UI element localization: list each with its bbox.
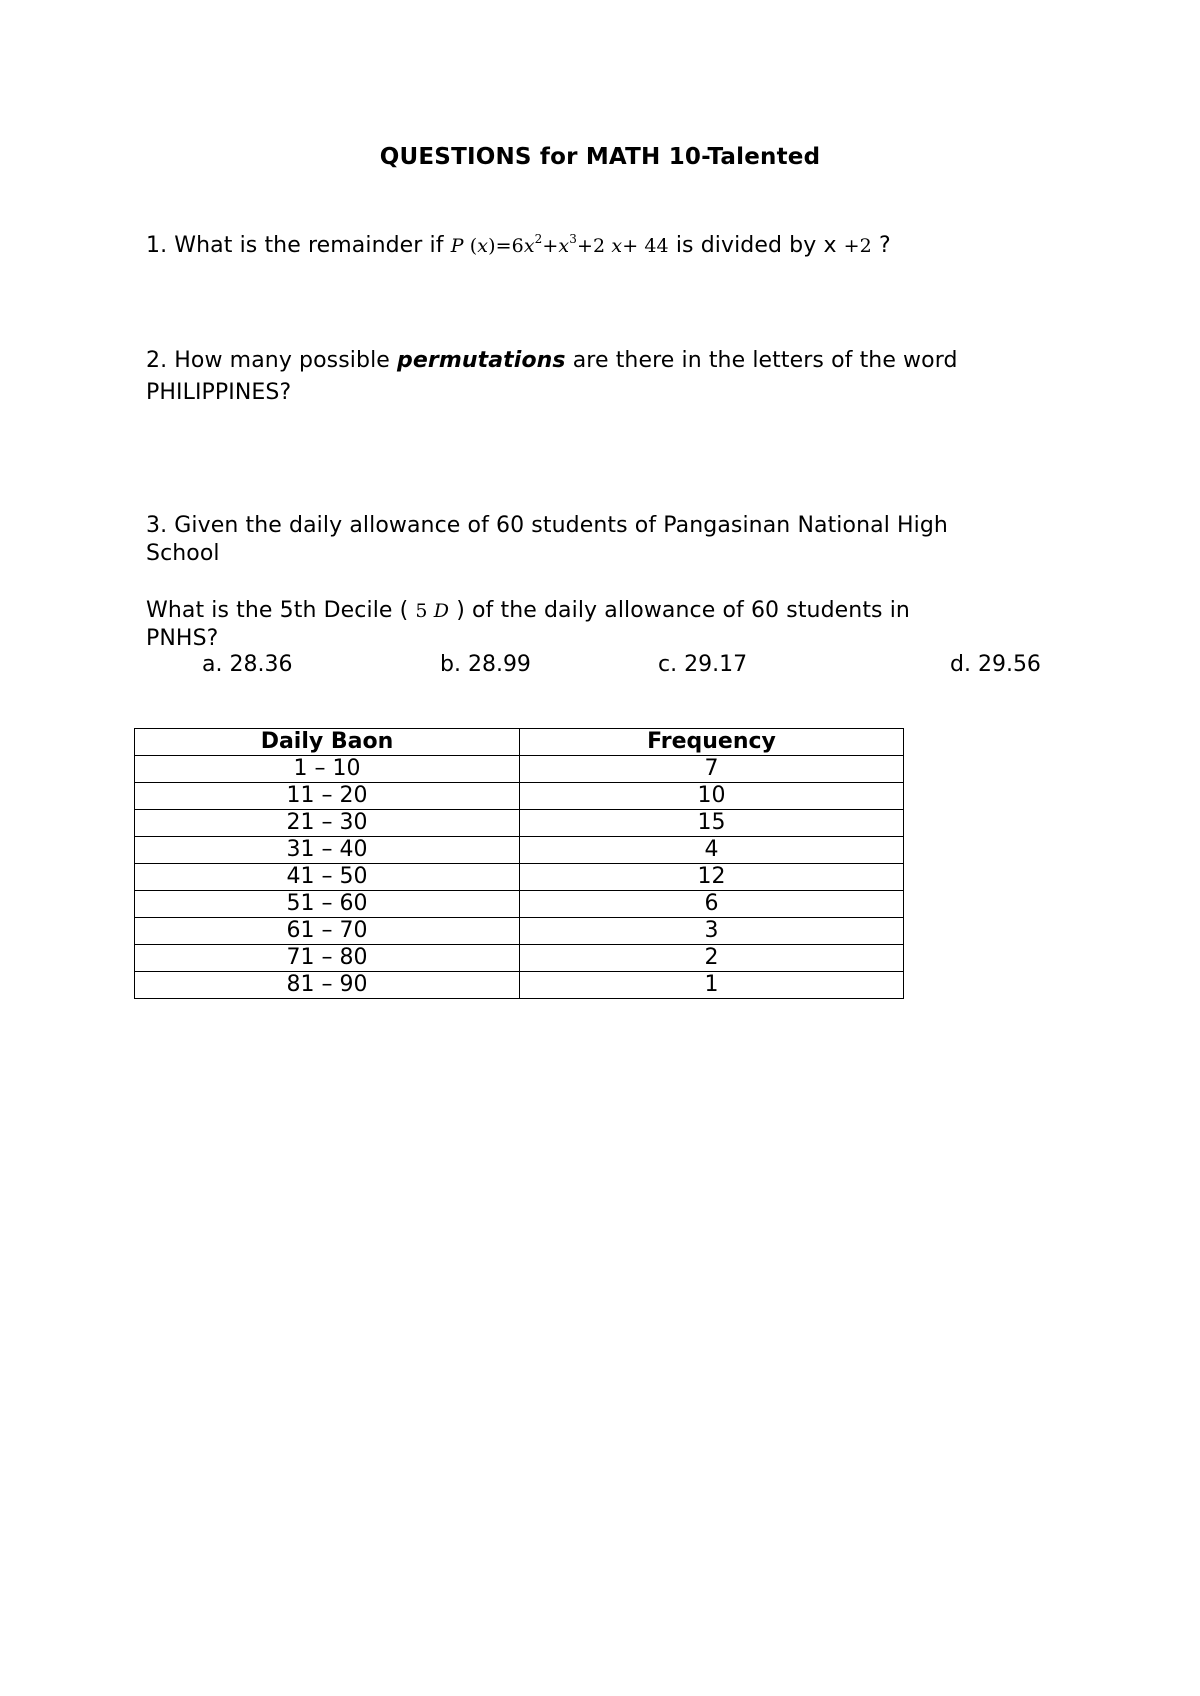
cell-frequency: 12 <box>520 864 904 891</box>
decile-symbol <box>415 600 449 622</box>
cell-frequency: 7 <box>520 756 904 783</box>
cell-frequency: 4 <box>520 837 904 864</box>
question-2 <box>146 347 958 375</box>
cell-frequency: 15 <box>520 810 904 837</box>
question-3-ask-suffix: ) of the daily allowance of 60 students in <box>449 598 910 623</box>
page-title: QUESTIONS for MATH 10-Talented <box>379 144 821 170</box>
header-frequency: Frequency <box>520 729 904 756</box>
cell-frequency: 3 <box>520 918 904 945</box>
question-2-suffix: are there in the letters of the word <box>565 348 958 373</box>
divisor-constant: +2 <box>843 235 872 257</box>
cell-daily-baon: 1 – 10 <box>135 756 520 783</box>
question-1 <box>146 232 891 260</box>
header-daily-baon: Daily Baon <box>135 729 520 756</box>
frequency-table <box>134 728 904 999</box>
question-3-line-1: 3. Given the daily allowance of 60 students of Pangasinan National High <box>146 513 948 538</box>
permutations-emphasis: permutations <box>397 348 566 373</box>
cell-daily-baon: 71 – 80 <box>135 945 520 972</box>
option-b: b. 28.99 <box>440 652 531 677</box>
cell-daily-baon: 81 – 90 <box>135 972 520 999</box>
cell-daily-baon: 31 – 40 <box>135 837 520 864</box>
table-row <box>135 891 904 918</box>
cell-frequency: 1 <box>520 972 904 999</box>
question-1-suffix: is divided by x <box>668 233 844 258</box>
cell-frequency: 2 <box>520 945 904 972</box>
option-a: a. 28.36 <box>202 652 293 677</box>
polynomial-expression: P $(x)=6x^2+x^3+2$ x+ 44 <box>450 232 669 257</box>
question-1-prefix: 1. What is the remainder if <box>146 233 451 258</box>
option-c: c. 29.17 <box>658 652 748 677</box>
cell-daily-baon: 51 – 60 <box>135 891 520 918</box>
question-3-line-2: School <box>146 541 220 566</box>
table-body <box>135 756 904 999</box>
question-3-ask <box>146 597 910 625</box>
cell-daily-baon: 21 – 30 <box>135 810 520 837</box>
cell-frequency: 6 <box>520 891 904 918</box>
question-3-ask-line-2: PNHS? <box>146 626 219 651</box>
question-2-prefix: 2. How many possible <box>146 348 398 373</box>
table-row <box>135 810 904 837</box>
table-row <box>135 837 904 864</box>
table-row <box>135 756 904 783</box>
cell-daily-baon: 41 – 50 <box>135 864 520 891</box>
question-3-ask-prefix: What is the 5th Decile ( <box>146 598 416 623</box>
table-row <box>135 918 904 945</box>
table-row <box>135 945 904 972</box>
table-header-row <box>135 729 904 756</box>
decile-variable: D <box>433 600 450 622</box>
option-d: d. 29.56 <box>950 652 1041 677</box>
decile-number: 5 <box>415 600 428 622</box>
cell-frequency: 10 <box>520 783 904 810</box>
question-1-end: ? <box>871 233 891 258</box>
cell-daily-baon: 61 – 70 <box>135 918 520 945</box>
cell-daily-baon: 11 – 20 <box>135 783 520 810</box>
table-row <box>135 972 904 999</box>
table-row <box>135 864 904 891</box>
table-row <box>135 783 904 810</box>
question-2-line-2: PHILIPPINES? <box>146 380 292 405</box>
